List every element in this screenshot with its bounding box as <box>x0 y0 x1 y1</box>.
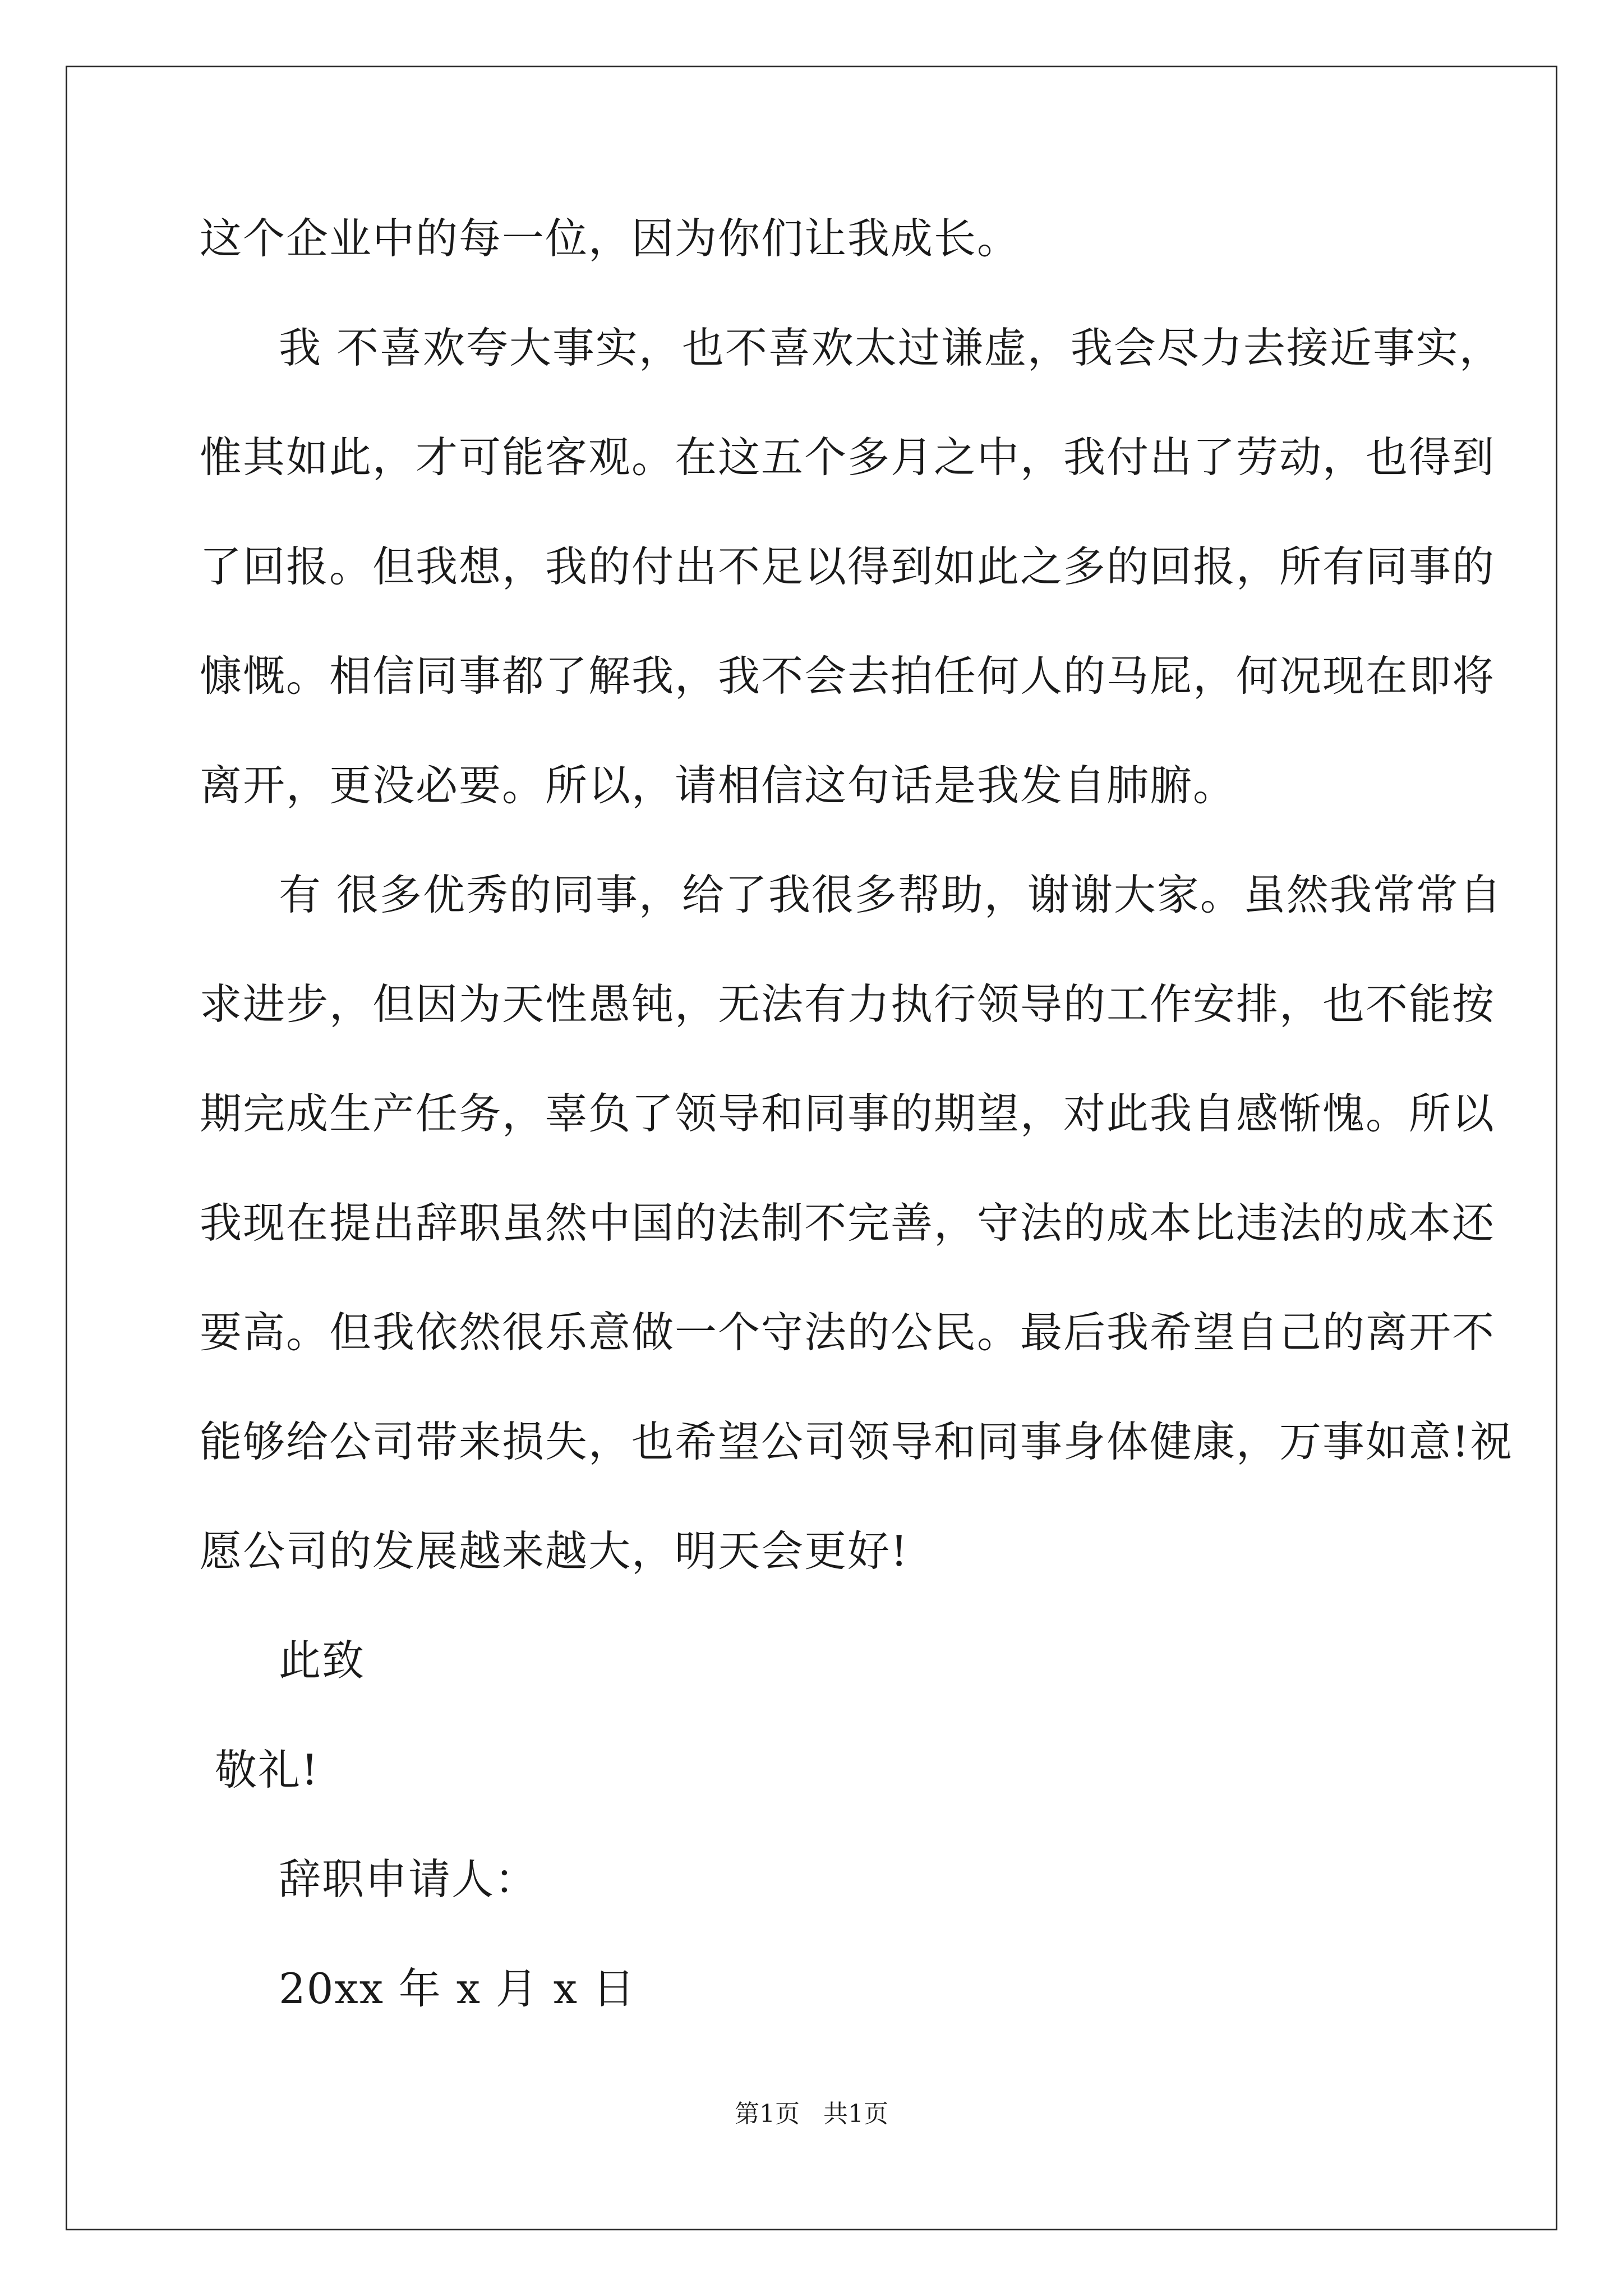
page-footer <box>0 2097 1623 2131</box>
closing-wish: 敬礼! <box>215 1745 320 1795</box>
letter-date: 20xx 年 x 月 x 日 <box>279 1964 636 2013</box>
letter-line-9: 期完成生产任务，辜负了领导和同事的期望，对此我自感惭愧。所以 <box>200 1089 1496 1138</box>
letter-line-3: 惟其如此，才可能客观。在这五个多月之中，我付出了劳动，也得到 <box>200 432 1496 482</box>
letter-line-12: 能够给公司带来损失，也希望公司领导和同事身体健康，万事如意!祝 <box>200 1417 1514 1466</box>
salutation: 此致 <box>279 1636 366 1685</box>
letter-line-4: 了回报。但我想，我的付出不足以得到如此之多的回报，所有同事的 <box>200 542 1496 591</box>
letter-line-8: 求进步，但因为天性愚钝，无法有力执行领导的工作安排，也不能按 <box>200 979 1496 1029</box>
letter-line-2: 我 不喜欢夸大事实，也不喜欢太过谦虚，我会尽力去接近事实， <box>279 323 1502 372</box>
letter-line-13: 愿公司的发展越来越大，明天会更好! <box>200 1526 909 1576</box>
page-number-total: 共1页 <box>823 2100 888 2128</box>
letter-line-11: 要高。但我依然很乐意做一个守法的公民。最后我希望自己的离开不 <box>200 1308 1496 1357</box>
letter-line-7: 有 很多优秀的同事，给了我很多帮助，谢谢大家。虽然我常常自 <box>279 870 1502 919</box>
letter-line-1: 这个企业中的每一位，因为你们让我成长。 <box>200 214 1021 263</box>
letter-line-6: 离开，更没必要。所以，请相信这句话是我发自肺腑。 <box>200 761 1237 810</box>
letter-line-5: 慷慨。相信同事都了解我，我不会去拍任何人的马屁，何况现在即将 <box>200 651 1496 701</box>
page-number-current: 第1页 <box>735 2100 800 2128</box>
signature-label: 辞职申请人： <box>279 1855 538 1904</box>
letter-line-10: 我现在提出辞职虽然中国的法制不完善，守法的成本比违法的成本还 <box>200 1198 1496 1248</box>
